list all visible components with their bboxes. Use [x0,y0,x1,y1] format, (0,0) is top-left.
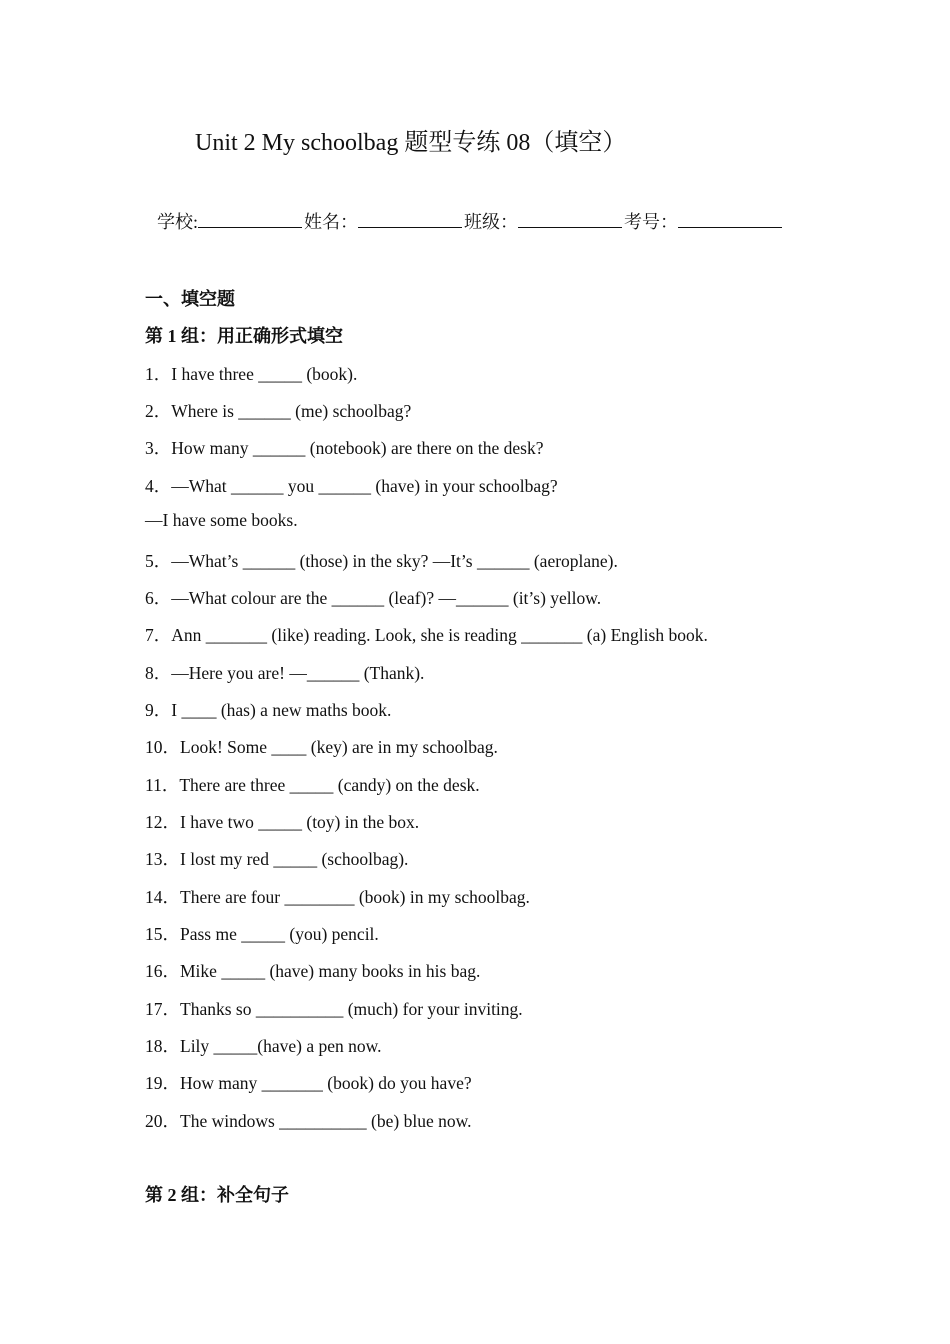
exam-number-blank [678,209,782,228]
section-heading: 一、填空题 [145,289,235,309]
question-11: 11．There are three _____ (candy) on the desk. [145,775,480,795]
class-label: 班级： [464,212,519,232]
question-9: 9．I ____ (has) a new maths book. [145,700,392,720]
question-5: 5．—What’s ______ (those) in the sky? —It’s ______ (aeroplane). [145,551,618,571]
question-19: 19．How many _______ (book) do you have? [145,1073,472,1093]
name-label: 姓名： [304,212,359,232]
question-17: 17．Thanks so __________ (much) for your inviting. [145,999,523,1019]
school-blank [198,209,302,228]
student-info-line [157,208,784,234]
question-12: 12．I have two _____ (toy) in the box. [145,812,420,832]
question-4-answer-line: —I have some books. [145,510,298,530]
question-1: 1．I have three _____ (book). [145,364,358,384]
question-15: 15．Pass me _____ (you) pencil. [145,924,379,944]
question-14: 14．There are four ________ (book) in my schoolbag. [145,887,530,907]
name-blank [358,209,462,228]
page-title: Unit 2 My schoolbag 题型专练 08（填空） [195,130,627,156]
question-3: 3．How many ______ (notebook) are there on the desk? [145,438,544,458]
question-2: 2．Where is ______ (me) schoolbag? [145,401,412,421]
group2-heading: 第 2 组：补全句子 [145,1185,289,1205]
group1-heading: 第 1 组：用正确形式填空 [145,326,343,346]
question-8: 8．—Here you are! —______ (Thank). [145,663,425,683]
question-20: 20．The windows __________ (be) blue now. [145,1111,472,1131]
question-6: 6．—What colour are the ______ (leaf)? —______ (it’s) yellow. [145,588,602,608]
question-10: 10．Look! Some ____ (key) are in my schoolbag. [145,737,498,757]
question-16: 16．Mike _____ (have) many books in his bag. [145,961,481,981]
exam-number-label: 考号： [624,212,679,232]
question-7: 7．Ann _______ (like) reading. Look, she is reading _______ (a) English book. [145,625,708,645]
question-18: 18．Lily _____(have) a pen now. [145,1036,382,1056]
class-blank [518,209,622,228]
question-13: 13．I lost my red _____ (schoolbag). [145,849,409,869]
question-4: 4．—What ______ you ______ (have) in your schoolbag? [145,476,558,496]
school-label: 学校: [157,212,199,232]
